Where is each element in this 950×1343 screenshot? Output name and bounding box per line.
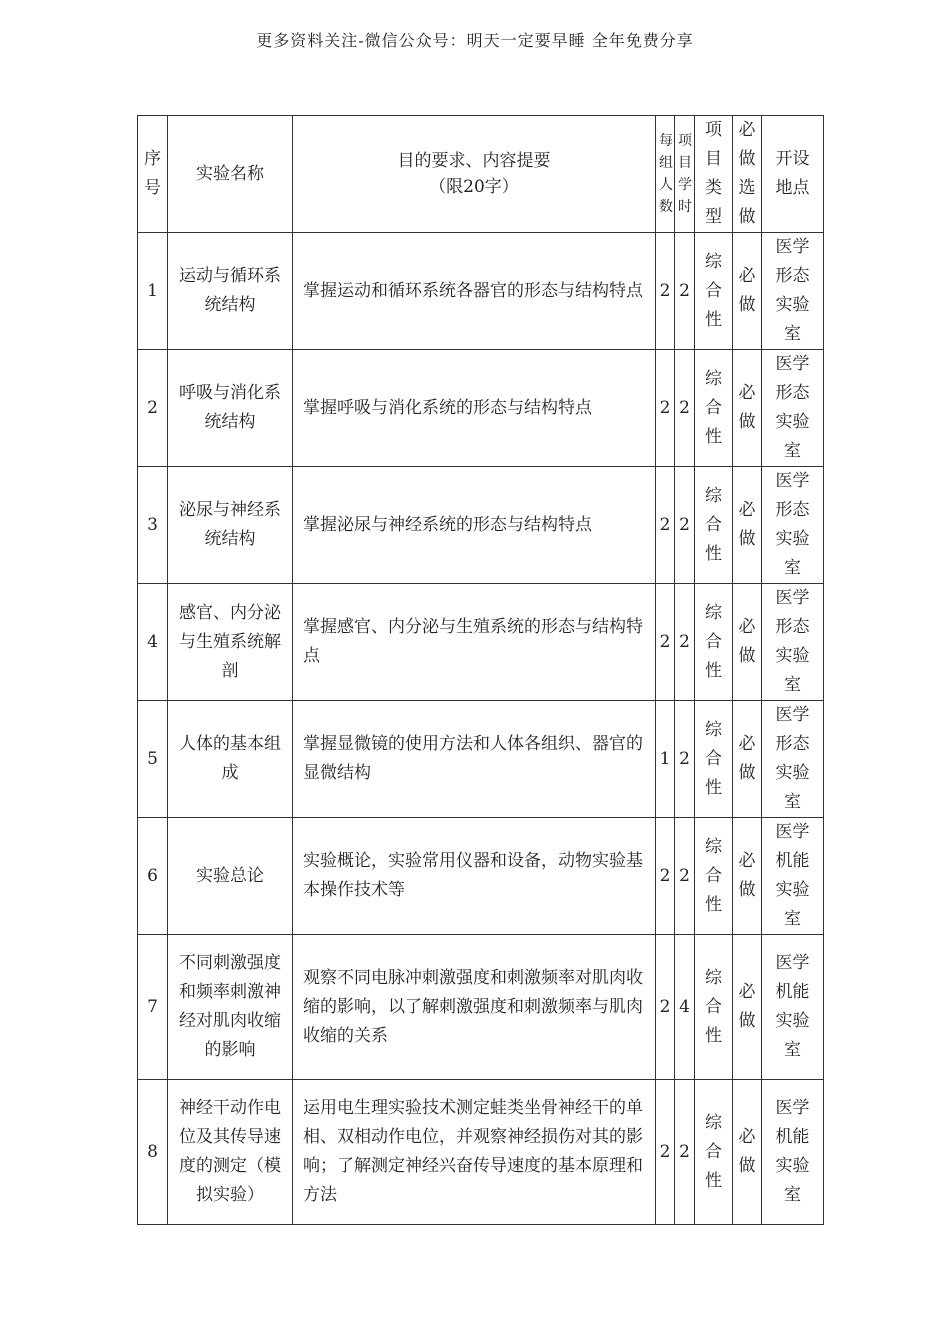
cell-type-text: 综合性 (705, 485, 722, 564)
cell-group-size: 2 (656, 584, 675, 701)
cell-required-text: 必做 (738, 982, 756, 1031)
cell-type (695, 818, 733, 935)
cell-location-text: 医学形态实验室 (775, 588, 810, 695)
table-row (138, 935, 824, 1080)
cell-name: 不同刺激强度和频率刺激神经对肌肉收缩的影响 (168, 935, 293, 1080)
cell-purpose: 掌握显微镜的使用方法和人体各组织、器官的显微结构 (293, 701, 656, 818)
cell-location (762, 1080, 824, 1225)
header-purpose-line2: （限20字） (429, 177, 519, 197)
cell-type (695, 233, 733, 350)
cell-required-text: 必做 (738, 734, 756, 783)
header-purpose-line1: 目的要求、内容提要 (397, 151, 551, 171)
cell-name: 实验总论 (168, 818, 293, 935)
cell-group-size: 2 (656, 818, 675, 935)
table-row (138, 233, 824, 350)
cell-location-text: 医学机能实验室 (775, 822, 810, 929)
cell-required (733, 818, 762, 935)
cell-hours: 2 (675, 467, 695, 584)
cell-name: 运动与循环系统结构 (168, 233, 293, 350)
cell-required-text: 必做 (738, 1127, 756, 1176)
cell-location-text: 医学形态实验室 (775, 705, 810, 812)
cell-name: 神经干动作电位及其传导速度的测定（模拟实验） (168, 1080, 293, 1225)
cell-purpose: 掌握泌尿与神经系统的形态与结构特点 (293, 467, 656, 584)
cell-seq: 3 (138, 467, 168, 584)
cell-hours: 2 (675, 233, 695, 350)
cell-required (733, 1080, 762, 1225)
cell-group-size: 2 (656, 467, 675, 584)
cell-required-text: 必做 (738, 383, 756, 432)
cell-hours: 2 (675, 701, 695, 818)
header-hours: 项目学时 (675, 116, 695, 233)
table-row (138, 701, 824, 818)
cell-seq: 1 (138, 233, 168, 350)
cell-location (762, 818, 824, 935)
cell-name: 人体的基本组成 (168, 701, 293, 818)
cell-required (733, 467, 762, 584)
cell-purpose: 掌握呼吸与消化系统的形态与结构特点 (293, 350, 656, 467)
cell-required (733, 233, 762, 350)
cell-type (695, 584, 733, 701)
cell-type (695, 935, 733, 1080)
cell-required-text: 必做 (738, 851, 756, 900)
cell-location-text: 医学机能实验室 (775, 1098, 810, 1205)
cell-name: 泌尿与神经系统结构 (168, 467, 293, 584)
table-row (138, 1080, 824, 1225)
cell-type (695, 701, 733, 818)
cell-type-text: 综合性 (705, 602, 722, 681)
cell-name: 感官、内分泌与生殖系统解剖 (168, 584, 293, 701)
cell-location (762, 935, 824, 1080)
cell-hours: 2 (675, 818, 695, 935)
header-purpose (293, 116, 656, 233)
cell-purpose: 实验概论，实验常用仪器和设备，动物实验基本操作技术等 (293, 818, 656, 935)
table-row (138, 818, 824, 935)
cell-hours: 4 (675, 935, 695, 1080)
cell-type (695, 350, 733, 467)
header-type: 项目类型 (695, 116, 733, 233)
cell-required-text: 必做 (738, 617, 756, 666)
cell-type-text: 综合性 (705, 967, 722, 1046)
cell-purpose: 掌握运动和循环系统各器官的形态与结构特点 (293, 233, 656, 350)
cell-group-size: 2 (656, 350, 675, 467)
header-seq: 序号 (138, 116, 168, 233)
cell-type-text: 综合性 (705, 1112, 722, 1191)
cell-location (762, 467, 824, 584)
cell-location-text: 医学机能实验室 (775, 953, 810, 1060)
header-location: 开设地点 (762, 116, 824, 233)
cell-hours: 2 (675, 1080, 695, 1225)
cell-required-text: 必做 (738, 266, 756, 315)
cell-type (695, 1080, 733, 1225)
cell-group-size: 1 (656, 701, 675, 818)
header-group-size: 每组人数 (656, 116, 675, 233)
cell-hours: 2 (675, 350, 695, 467)
cell-purpose: 掌握感官、内分泌与生殖系统的形态与结构特点 (293, 584, 656, 701)
cell-required (733, 701, 762, 818)
cell-location-text: 医学形态实验室 (775, 354, 810, 461)
experiment-table (137, 115, 824, 1225)
cell-location (762, 701, 824, 818)
cell-location (762, 350, 824, 467)
table-row (138, 467, 824, 584)
cell-location (762, 584, 824, 701)
cell-required (733, 935, 762, 1080)
cell-location-text: 医学形态实验室 (775, 237, 810, 344)
cell-hours: 2 (675, 584, 695, 701)
table-header-row (138, 116, 824, 233)
header-required: 必做选做 (733, 116, 762, 233)
cell-location (762, 233, 824, 350)
cell-name: 呼吸与消化系统结构 (168, 350, 293, 467)
cell-type-text: 综合性 (705, 836, 722, 915)
cell-group-size: 2 (656, 233, 675, 350)
cell-type-text: 综合性 (705, 368, 722, 447)
cell-required (733, 584, 762, 701)
cell-seq: 5 (138, 701, 168, 818)
cell-type-text: 综合性 (705, 719, 722, 798)
cell-location-text: 医学形态实验室 (775, 471, 810, 578)
cell-type (695, 467, 733, 584)
cell-seq: 8 (138, 1080, 168, 1225)
page-header-note: 更多资料关注-微信公众号：明天一定要早睡 全年免费分享 (256, 31, 694, 50)
cell-group-size: 2 (656, 1080, 675, 1225)
cell-required (733, 350, 762, 467)
table-row (138, 350, 824, 467)
header-name: 实验名称 (168, 116, 293, 233)
table-row (138, 584, 824, 701)
cell-seq: 2 (138, 350, 168, 467)
cell-seq: 6 (138, 818, 168, 935)
cell-purpose: 运用电生理实验技术测定蛙类坐骨神经干的单相、双相动作电位，并观察神经损伤对其的影响；了解测定神经兴奋传导速度的基本原理和方法 (293, 1080, 656, 1225)
cell-seq: 7 (138, 935, 168, 1080)
cell-group-size: 2 (656, 935, 675, 1080)
cell-purpose: 观察不同电脉冲刺激强度和刺激频率对肌肉收缩的影响，以了解刺激强度和刺激频率与肌肉收缩的关系 (293, 935, 656, 1080)
cell-required-text: 必做 (738, 500, 756, 549)
cell-type-text: 综合性 (705, 251, 722, 330)
cell-seq: 4 (138, 584, 168, 701)
